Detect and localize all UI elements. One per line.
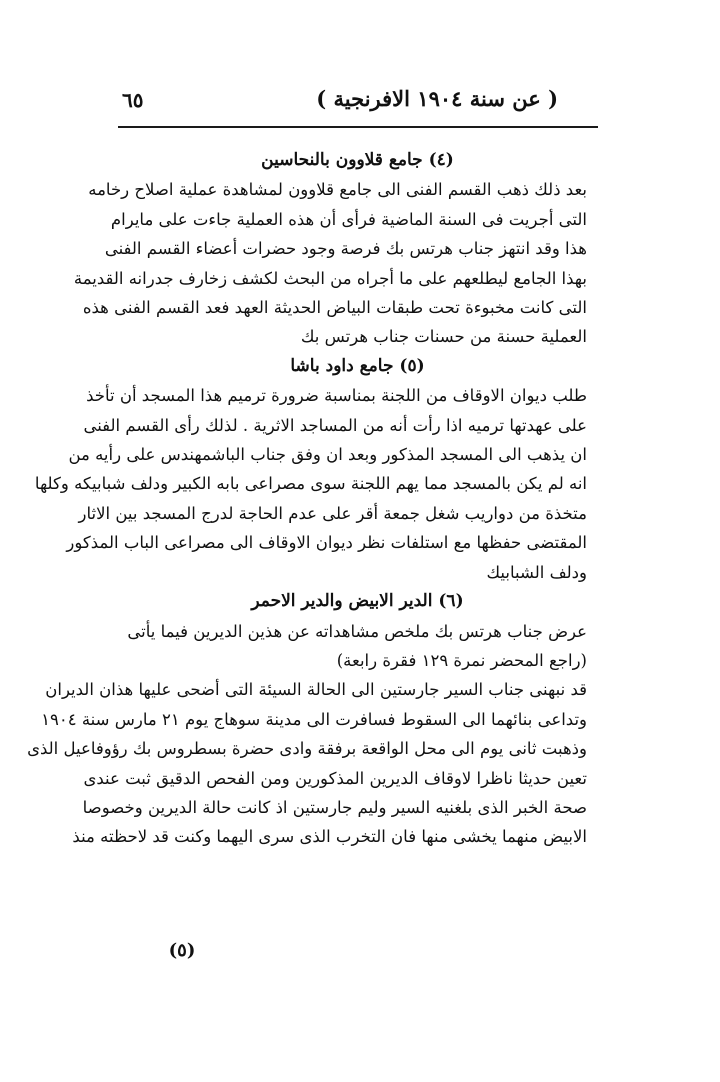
signature-mark: (٥) (168, 940, 196, 961)
page-number: ٦٥ (122, 88, 144, 112)
text-line: متخذة من دواريب شغل جمعة أقر على عدم الحاجة لدرج المسجد بين الاثار (78, 503, 587, 523)
text-line: ان يذهب الى المسجد المذكور وبعد ان وفق جناب الباشمهندس على رأيه من (68, 445, 587, 465)
text-line: (راجع المحضر نمرة ١٢٩ فقرة رابعة) (336, 650, 587, 670)
text-line: العملية حسنة من حسنات جناب هرتس بك (300, 327, 587, 347)
page-header (118, 82, 598, 126)
text-line: بعد ذلك ذهب القسم الفنى الى جامع قلاوون لمشاهدة عملية اصلاح رخامه (88, 180, 587, 200)
header-rule (118, 126, 598, 128)
running-title: ( عن سنة ١٩٠٤ الافرنجية ) (316, 86, 558, 111)
text-line: على عهدتها ترميه اذا رأت أنه من المساجد الاثرية . لذلك رأى القسم الفنى (83, 415, 587, 435)
text-line: صحة الخبر الذى بلغنيه السير وليم جارستين اذ كانت حالة الديرين وخصوصا (82, 797, 587, 817)
paragraph (34, 381, 605, 587)
section-heading: (٥) جامع داود باشا (290, 355, 425, 376)
text-line: ودلف الشبابيك (486, 562, 587, 582)
text-line: عرض جناب هرتس بك ملخص مشاهداته عن هذين الديرين فيما يأتى (127, 621, 587, 641)
text-line: هذا وقد انتهز جناب هرتس بك فرصة وجود حضرات أعضاء القسم الفنى (104, 239, 587, 259)
text-line: طلب ديوان الاوقاف من اللجنة بمناسبة ضرورة ترميم هذا المسجد أن تأخذ (86, 386, 587, 406)
text-line: تعين حديثا ناظرا لاوقاف الديرين المذكورين ومن الفحص الدقيق ثبت عندى (83, 768, 587, 788)
text-line: المقتضى حفظها مع استلفات نظر ديوان الاوقاف الى مصراعى الباب المذكور (66, 533, 587, 553)
text-line: التى كانت مخبوءة تحت طبقات البياض الحديثة العهد فعد القسم الفنى هذه (82, 298, 587, 318)
section-heading: (٤) جامع قلاوون بالنحاسين (261, 150, 454, 170)
text-line: التى أجريت فى السنة الماضية فرأى أن هذه العملية جاءت على مايرام (110, 209, 587, 229)
text-line: وتداعى بنائهما الى السقوط فسافرت الى مدينة سوهاج يوم ٢١ مارس سنة ١٩٠٤ (41, 709, 587, 729)
text-line: وذهبت ثانى يوم الى محل الواقعة برفقة وادى حضرة بسطروس بك رؤوفاعيل الذى (27, 739, 587, 759)
paragraph (27, 617, 605, 852)
text-line: الابيض منهما يخشى منها فان التخرب الذى سرى اليهما وكنت قد لاحظته منذ (72, 827, 587, 847)
section-heading: (٦) الدير الابيض والدير الاحمر (251, 591, 464, 612)
body-text (27, 146, 605, 852)
text-line: انه لم يكن بالمسجد مما يهم اللجنة سوى مصراعى بابه الكبير ودلف شبابيكه وكلها (34, 474, 587, 494)
text-line: بهذا الجامع ليطلعهم على ما أجراه من البحث لكشف زخارف جدرانه القديمة (73, 268, 587, 288)
paragraph (73, 175, 605, 351)
text-line: قد نبهنى جناب السير جارستين الى الحالة السيئة التى أضحى عليها هذان الديران (45, 680, 587, 700)
